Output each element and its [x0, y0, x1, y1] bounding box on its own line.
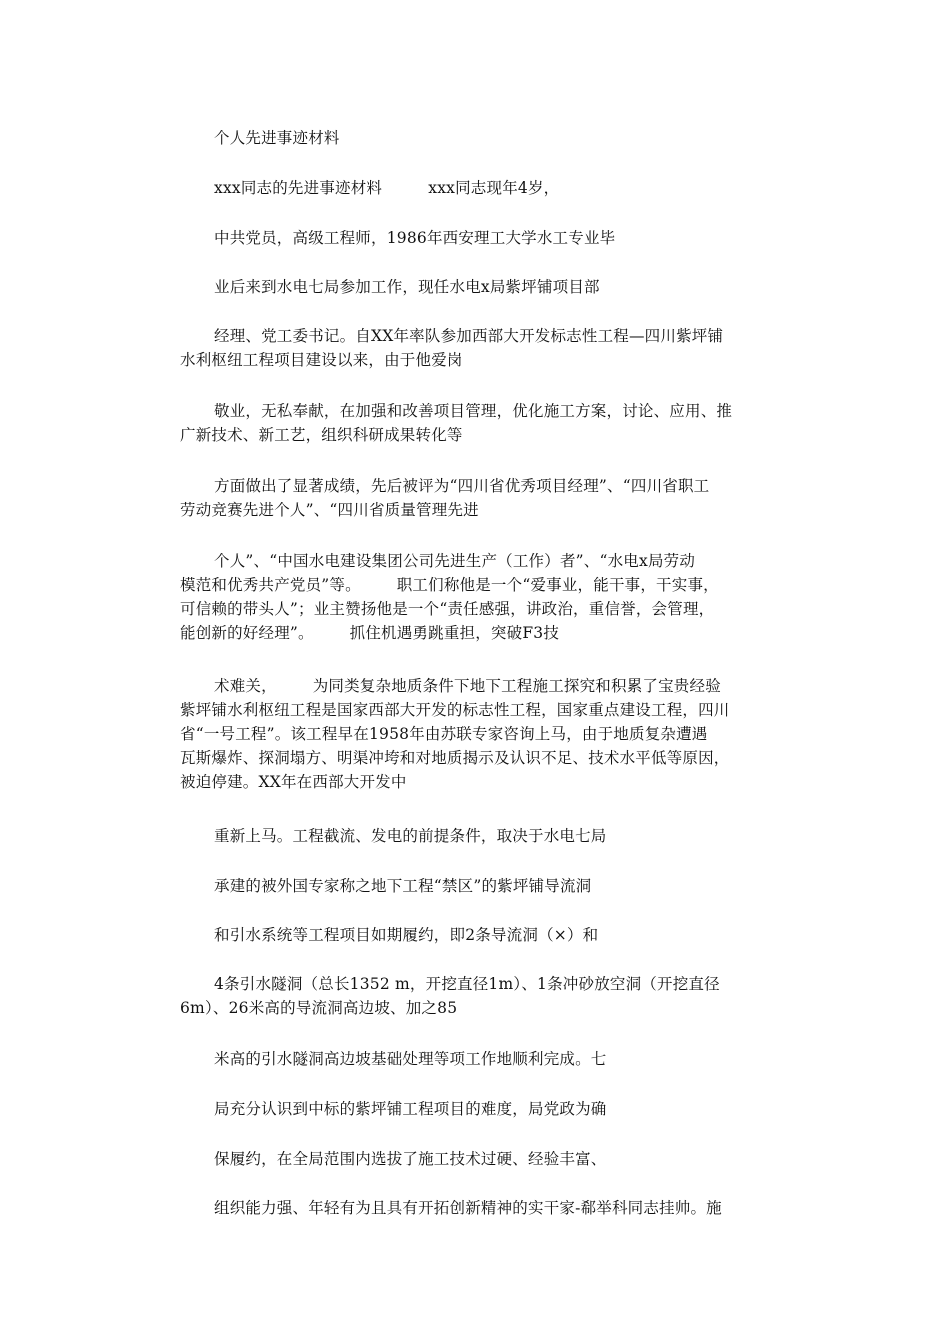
paragraph — [180, 874, 775, 898]
paragraph-line: 瓦斯爆炸、探洞塌方、明渠冲垮和对地质揭示及认识不足、技术水平低等原因， — [180, 749, 730, 767]
paragraph-line: 方面做出了显著成绩，先后被评为“四川省优秀项目经理”、“四川省职工 — [214, 477, 710, 495]
paragraph — [180, 275, 775, 299]
paragraph — [180, 1196, 775, 1220]
paragraph — [180, 674, 775, 794]
paragraph-line: 水利枢纽工程项目建设以来，由于他爱岗 — [180, 351, 463, 369]
paragraph-line: 组织能力强、年轻有为且具有开拓创新精神的实干家-郗举科同志挂帅。施 — [214, 1199, 722, 1217]
paragraph-line: 广新技术、新工艺，组织科研成果转化等 — [180, 426, 463, 444]
paragraph-line: 局充分认识到中标的紫坪铺工程项目的难度，局党政为确 — [214, 1100, 607, 1118]
paragraph — [180, 1047, 775, 1071]
paragraph — [180, 474, 775, 522]
paragraph-line: 6m）、26米高的导流洞高边坡、加之85 — [180, 999, 458, 1017]
paragraph — [180, 824, 775, 848]
paragraph-line: 敬业，无私奉献，在加强和改善项目管理，优化施工方案，讨论、应用、推 — [214, 402, 733, 420]
paragraph-line: 紫坪铺水利枢纽工程是国家西部大开发的标志性工程，国家重点建设工程，四川 — [180, 701, 730, 719]
paragraph-line: 经理、党工委书记。自XX年率队参加西部大开发标志性工程—四川紫坪铺 — [214, 327, 724, 345]
paragraph-line: 米高的引水隧洞高边坡基础处理等项工作地顺利完成。七 — [214, 1050, 607, 1068]
paragraph — [180, 126, 775, 150]
paragraph — [180, 324, 775, 372]
paragraph-line: 术难关， 为同类复杂地质条件下地下工程施工探究和积累了宝贵经验 — [214, 677, 721, 695]
paragraph-line: 模范和优秀共产党员”等。 职工们称他是一个“爱事业，能干事，干实事， — [180, 576, 719, 594]
paragraph — [180, 1097, 775, 1121]
paragraph — [180, 923, 775, 947]
paragraph — [180, 226, 775, 250]
paragraph-line: 个人”、“中国水电建设集团公司先进生产（工作）者”、“水电x局劳动 — [214, 552, 696, 570]
paragraph-line: 承建的被外国专家称之地下工程“禁区”的紫坪铺导流洞 — [214, 877, 592, 895]
paragraph-line: 业后来到水电七局参加工作，现任水电x局紫坪铺项目部 — [214, 278, 600, 296]
paragraph-line: 4条引水隧洞（总长1352 m，开挖直径1m）、1条冲砂放空洞（开挖直径 — [214, 975, 720, 993]
paragraph-line: 被迫停建。XX年在西部大开发中 — [180, 773, 407, 791]
paragraph-line: 中共党员，高级工程师，1986年西安理工大学水工专业毕 — [214, 229, 616, 247]
paragraph-line: 保履约，在全局范围内选拔了施工技术过硬、经验丰富、 — [214, 1150, 607, 1168]
paragraph-line: 省“一号工程”。该工程早在1958年由苏联专家咨询上马，由于地质复杂遭遇 — [180, 725, 708, 743]
paragraph-line: 和引水系统等工程项目如期履约，即2条导流洞（×）和 — [214, 926, 599, 944]
paragraph-line: 可信赖的带头人”；业主赞扬他是一个“责任感强，讲政治，重信誉，会管理， — [180, 600, 715, 618]
paragraph-line: 个人先进事迹材料 — [214, 129, 340, 147]
paragraph — [180, 972, 775, 1020]
paragraph-line: 能创新的好经理”。 抓住机遇勇跳重担，突破F3技 — [180, 624, 560, 642]
paragraph — [180, 549, 775, 645]
paragraph — [180, 176, 775, 200]
paragraph — [180, 1147, 775, 1171]
paragraph-line: 劳动竞赛先进个人”、“四川省质量管理先进 — [180, 501, 479, 519]
paragraph — [180, 399, 775, 447]
paragraph-line: xxx同志的先进事迹材料 xxx同志现年4岁， — [214, 179, 560, 197]
paragraph-line: 重新上马。工程截流、发电的前提条件，取决于水电七局 — [214, 827, 607, 845]
